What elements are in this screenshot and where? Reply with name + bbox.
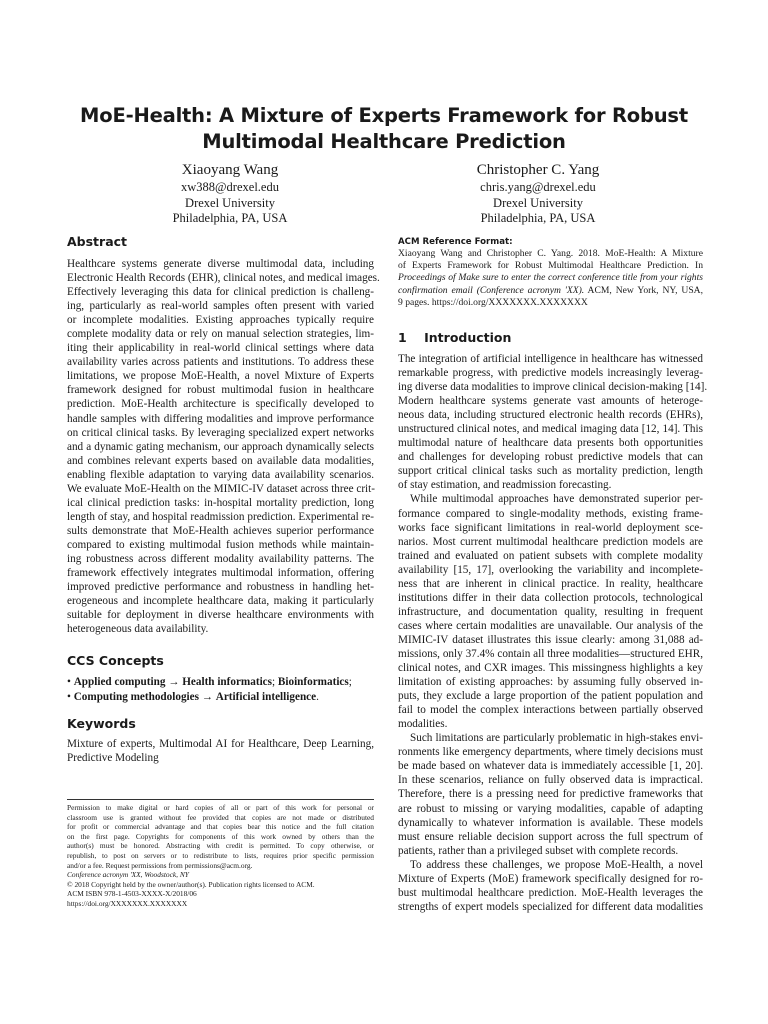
introduction-line: clinical notes, and CXR images. This missingness highlights a key: [398, 662, 703, 675]
introduction-paragraph: [398, 352, 708, 492]
introduction-line: modalities.: [398, 718, 448, 731]
introduction-line: trained and evaluated on patient subsets with complete modality: [398, 549, 703, 562]
introduction-line: Therefore, there is a pressing need for predictive frameworks that: [398, 788, 703, 801]
introduction-section: [398, 330, 708, 914]
conference-line: Conference acronym 'XX, Woodstock, NY: [67, 870, 189, 880]
introduction-line: availability [15, 17], overlooking the variability and incomplete-: [398, 563, 703, 576]
introduction-line: ing diverse data modalities to improve clinical decision-making [14].: [398, 381, 708, 394]
introduction-line: narios. Most current multimodal healthcare prediction models are: [398, 535, 703, 548]
abstract-line: enabling flexible adaptation to varying data availability scenarios.: [67, 468, 374, 481]
abstract-line: Electronic Health Records (EHR), clinical notes, and medical images.: [67, 272, 380, 285]
introduction-body: [398, 352, 708, 914]
introduction-line: are robust to missing or varying modalities, capable of adapting: [398, 802, 703, 815]
author-location: Philadelphia, PA, USA: [480, 211, 596, 225]
footnote-rule: [67, 799, 374, 800]
permission-line: on the first page. Copyrights for components of this work owned by others than the: [67, 831, 374, 841]
introduction-line: multimodal nature of healthcare data presents both opportunities: [398, 437, 703, 450]
introduction-line: support critical clinical tasks such as mortality prediction, length: [398, 465, 703, 478]
introduction-line: MIMIC-IV dataset illustrates this issue clearly: among 31,088 ad-: [398, 633, 703, 646]
acm-reference-heading: ACM Reference Format:: [398, 237, 513, 247]
permission-line: republish, to post on servers or to redistribute to lists, requires prior specific permission: [67, 850, 374, 860]
introduction-line: of stay estimation, and readmission forecasting.: [398, 479, 612, 492]
introduction-line: must ensure reliable decision support across the full spectrum of: [398, 830, 703, 843]
introduction-line: remarkable progress, with predictive models increasingly leverag-: [398, 367, 703, 380]
permission-line: classroom use is granted without fee provided that copies are not made or distributed: [67, 812, 374, 822]
author-name: Xiaoyang Wang: [181, 162, 279, 178]
introduction-line: bust multimodal healthcare prediction. MoE-Health leverages the: [398, 886, 703, 899]
abstract-line: heterogeneous data availability.: [67, 623, 209, 636]
abstract-line: improved predictive performance and robustness in handling het-: [67, 581, 374, 594]
abstract-line: and a dynamic gating mechanism, our approach dynamically selects: [67, 440, 374, 453]
isbn-line: ACM ISBN 978-1-4503-XXXX-X/2018/06: [67, 889, 197, 899]
introduction-line: unstructured clinical notes, and medical imaging data [12, 14]. This: [398, 423, 703, 436]
section-number: 1: [398, 330, 407, 345]
abstract-line: compared to existing multimodal fusion methods while maintain-: [67, 538, 374, 551]
author-affiliation: Drexel University: [185, 195, 275, 210]
keywords-section: [67, 716, 374, 765]
ccs-item: • Computing methodologies → Artificial intelligence.: [67, 690, 319, 703]
title-line: MoE-Health: A Mixture of Experts Framework for Robust: [80, 104, 688, 127]
introduction-line: formance compared to single-modality methods, existing frame-: [398, 507, 703, 520]
abstract-line: length of stay, and hospital readmission prediction. Experimental re-: [67, 510, 374, 523]
introduction-line: patients, rather than a privileged subset with complete records.: [398, 844, 679, 857]
abstract-line: prediction. MoE-Health architecture is specifically developed to: [67, 398, 374, 411]
abstract-line: Healthcare systems generate diverse multimodal data, including: [67, 258, 374, 270]
abstract-line: handle samples with differing modalities and improve performance: [67, 412, 374, 425]
abstract-line: framework designed for robust multimodal fusion in healthcare: [67, 384, 374, 397]
abstract-line: We evaluate MoE-Health on the MIMIC-IV dataset across three crit-: [67, 482, 375, 495]
doi-link[interactable]: https://doi.org/XXXXXXX.XXXXXXX: [67, 898, 188, 908]
introduction-line: institutions differ in their data collection protocols, technological: [398, 591, 703, 604]
section-title: Introduction: [424, 330, 512, 345]
introduction-line: While multimodal approaches have demonstrated superior per-: [410, 493, 703, 506]
introduction-paragraph: [398, 858, 703, 914]
introduction-line: infrastructure, and documentation quality, resulting in frequent: [398, 605, 703, 618]
introduction-line: missions, only 37.4% contain all three modalities—structured EHR,: [398, 647, 703, 660]
acm-reference-line: of Experts Framework for Robust Multimodal Healthcare Prediction. In: [398, 260, 703, 272]
introduction-line: ness that are inherent in clinical practice. In reality, healthcare: [398, 577, 703, 590]
abstract-body: [67, 257, 380, 636]
author-email[interactable]: chris.yang@drexel.edu: [480, 180, 596, 194]
author-block: [100, 160, 360, 227]
abstract-line: ing, particularly as real-world samples often present with varied: [67, 300, 374, 313]
introduction-line: To address these challenges, we propose MoE-Health, a novel: [410, 858, 703, 871]
abstract-heading: Abstract: [67, 234, 128, 249]
introduction-line: neous data, including structured electronic health records (EHRs),: [398, 409, 703, 422]
introduction-line: Such limitations are particularly problematic in high-stakes envi-: [410, 732, 703, 745]
introduction-line: ronments like emergency departments, where timely decisions must: [398, 746, 703, 759]
introduction-paragraph: [398, 731, 703, 857]
paper-title: [60, 103, 708, 155]
abstract-line: suitable for deployment in diverse healthcare environments with: [67, 609, 374, 622]
introduction-line: Modern healthcare systems generate vast amounts of heteroge-: [398, 395, 703, 408]
acm-reference-line: 9 pages. https://doi.org/XXXXXXX.XXXXXXX: [398, 296, 588, 308]
abstract-line: limitations, we propose MoE-Health, a novel Mixture of Experts: [67, 370, 374, 383]
abstract-line: erogeneous and incomplete healthcare data, making it particularly: [67, 595, 374, 608]
title-line: Multimodal Healthcare Prediction: [202, 130, 566, 153]
introduction-line: In these scenarios, reliance on fully observed data is impractical.: [398, 774, 703, 787]
abstract-section: [67, 234, 380, 636]
ccs-section: [67, 653, 374, 704]
permission-line: author(s) must be honored. Abstracting with credit is permitted. To copy otherwise, or: [67, 841, 374, 851]
keywords-line: Mixture of experts, Multimodal AI for Healthcare, Deep Learning,: [67, 738, 374, 750]
abstract-line: ing robustness across different modality availability patterns. The: [67, 552, 374, 565]
abstract-line: or incomplete modalities. Existing approaches typically require: [67, 314, 374, 327]
introduction-line: The integration of artificial intelligence in healthcare has witnessed: [398, 353, 703, 365]
abstract-line: iting their applicability in real-world clinical settings where data: [67, 342, 374, 355]
introduction-line: be made based on whatever data is immediately accessible [1, 20].: [398, 760, 703, 773]
introduction-line: Mixture of Experts (MoE) framework specifically designed for ro-: [398, 872, 703, 885]
introduction-paragraph: [398, 492, 703, 731]
introduction-line: fail to model the complex interactions between partially observed: [398, 704, 703, 717]
author-name: Christopher C. Yang: [476, 162, 600, 178]
abstract-line: sults demonstrate that MoE-Health achieves superior performance: [67, 524, 374, 537]
abstract-line: availability varies across patients and institutions. To address these: [67, 356, 374, 369]
author-email[interactable]: xw388@drexel.edu: [181, 180, 279, 194]
acm-reference-line: confirmation email (Conference acronym 'XX). ACM, New York, NY, USA,: [398, 284, 703, 296]
permission-line: Permission to make digital or hard copies of all or part of this work for personal or: [67, 803, 374, 812]
abstract-line: on critical clinical tasks. By leveraging specialized expert networks: [67, 426, 374, 439]
introduction-line: works face significant limitations in real-world deployment sce-: [398, 521, 703, 534]
introduction-line: and challenges for developing robust predictive models that can: [398, 451, 703, 464]
abstract-line: and combines relevant experts based on available data modalities,: [67, 454, 374, 467]
acm-reference-line: Proceedings of Make sure to enter the correct conference title from your rights: [398, 272, 703, 284]
ccs-heading: CCS Concepts: [67, 653, 164, 668]
keywords-line: Predictive Modeling: [67, 752, 159, 765]
acm-reference-line: Xiaoyang Wang and Christopher C. Yang. 2018. MoE-Health: A Mixture: [398, 248, 703, 259]
acm-reference: [398, 236, 703, 309]
permission-line: and/or a fee. Request permissions from permissions@acm.org.: [67, 860, 253, 870]
ccs-item: • Applied computing → Health informatics; Bioinformatics;: [67, 676, 352, 688]
abstract-line: Effectively leveraging this data for clinical prediction is challeng-: [67, 286, 374, 299]
introduction-heading: [398, 330, 703, 346]
introduction-line: strengths of expert models specialized for different data modalities: [398, 900, 703, 913]
author-block: [408, 160, 668, 227]
introduction-line: limitation of existing approaches: by assuming fully observed in-: [398, 676, 703, 689]
introduction-line: cases where certain modalities are unavailable. Our analysis of the: [398, 619, 703, 632]
permission-line: for profit or commercial advantage and that copies bear this notice and the full citation: [67, 822, 374, 832]
abstract-line: ical clinical prediction tasks: in-hospital mortality prediction, long: [67, 496, 374, 509]
copyright-line: © 2018 Copyright held by the owner/author(s). Publication rights licensed to ACM.: [67, 879, 315, 889]
abstract-line: complete modality data or rely on manual selection strategies, lim-: [67, 328, 374, 341]
keywords-heading: Keywords: [67, 716, 136, 731]
author-affiliation: Drexel University: [493, 195, 583, 210]
permission-notice: [67, 803, 374, 909]
introduction-line: dynamically to whatever information is available. These models: [398, 816, 703, 829]
introduction-line: puts, they exclude a large proportion of the patient population and: [398, 690, 703, 703]
abstract-line: framework effectively integrates multimodal information, offering: [67, 567, 374, 580]
author-location: Philadelphia, PA, USA: [172, 211, 288, 225]
